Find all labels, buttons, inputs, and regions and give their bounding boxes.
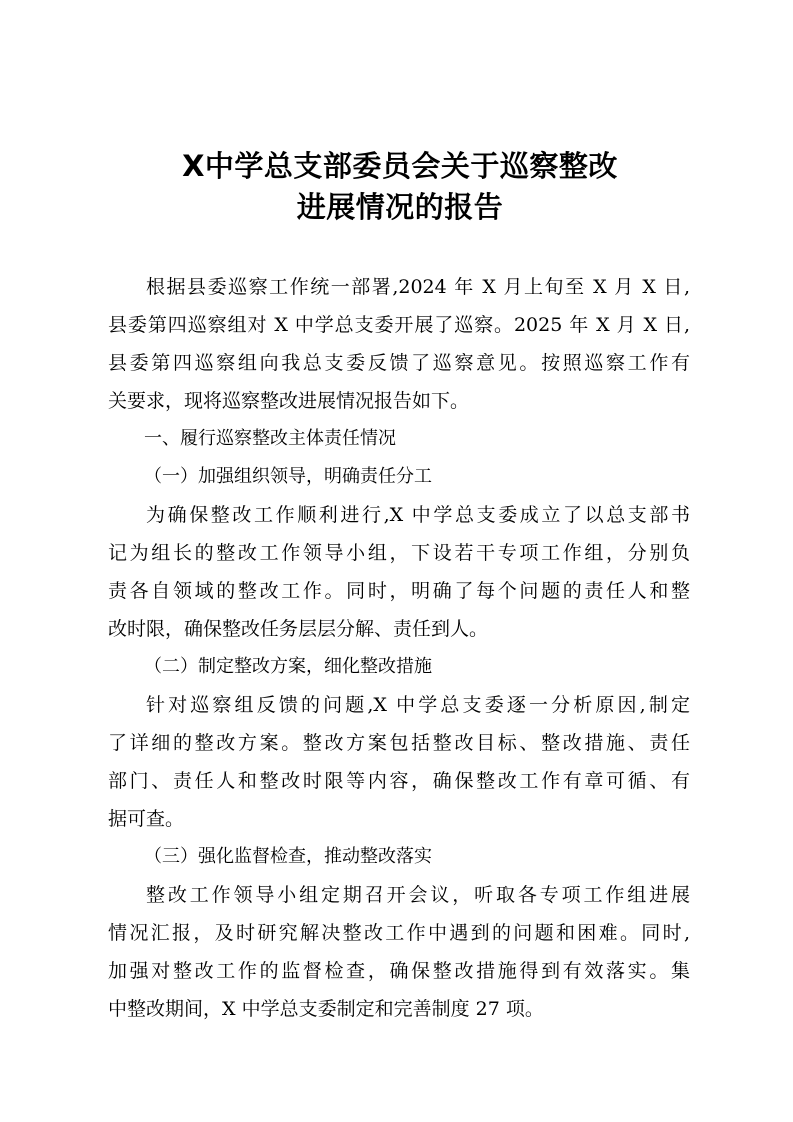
document-body (108, 268, 690, 1028)
paragraph-line: 责各自领域的整改工作。同时，明确了每个问题的责任人和整 (108, 580, 690, 602)
paragraph-line: 整改工作领导小组定期召开会议，听取各专项工作组进展 (146, 884, 690, 906)
subsection-heading-1: （一）加强组织领导，明确责任分工 (144, 466, 432, 487)
document-title (110, 146, 690, 228)
subsection-2-paragraph (108, 686, 690, 838)
paragraph-line: 根据县委巡察工作统一部署,2024 年 X 月上旬至 X 月 X 日, (146, 276, 690, 298)
paragraph-line: 为确保整改工作顺利进行,X 中学总支委成立了以总支部书 (146, 504, 690, 526)
paragraph-line: 关要求，现将巡察整改进展情况报告如下。 (108, 390, 470, 412)
subsection-heading-3: （三）强化监督检查，推动整改落实 (144, 846, 432, 867)
paragraph-line: 针对巡察组反馈的问题,X 中学总支委逐一分析原因,制定 (146, 694, 690, 716)
paragraph-line: 部门、责任人和整改时限等内容，确保整改工作有章可循、有 (108, 770, 690, 792)
subsection-1-paragraph (108, 496, 690, 648)
paragraph-line: 中整改期间，X 中学总支委制定和完善制度 27 项。 (108, 998, 544, 1020)
subsection-heading-2: （二）制定整改方案，细化整改措施 (144, 656, 432, 677)
subsection-3-paragraph (108, 876, 690, 1028)
paragraph-line: 据可查。 (108, 808, 185, 830)
paragraph-line: 改时限，确保整改任务层层分解、责任到人。 (108, 618, 489, 640)
paragraph-line: 加强对整改工作的监督检查，确保整改措施得到有效落实。集 (108, 960, 690, 982)
paragraph-line: 了详细的整改方案。整改方案包括整改目标、整改措施、责任 (108, 732, 690, 754)
intro-paragraph (108, 268, 690, 420)
paragraph-line: 县委第四巡察组对 X 中学总支委开展了巡察。2025 年 X 月 X 日, (108, 314, 690, 336)
paragraph-line: 记为组长的整改工作领导小组，下设若干专项工作组，分别负 (108, 542, 690, 564)
title-line-1: X中学总支部委员会关于巡察整改 (182, 149, 618, 183)
section-heading-1: 一、履行巡察整改主体责任情况 (144, 428, 396, 449)
paragraph-line: 县委第四巡察组向我总支委反馈了巡察意见。按照巡察工作有 (108, 352, 690, 374)
title-line-2: 进展情况的报告 (296, 190, 504, 224)
paragraph-line: 情况汇报，及时研究解决整改工作中遇到的问题和困难。同时, (108, 922, 690, 944)
